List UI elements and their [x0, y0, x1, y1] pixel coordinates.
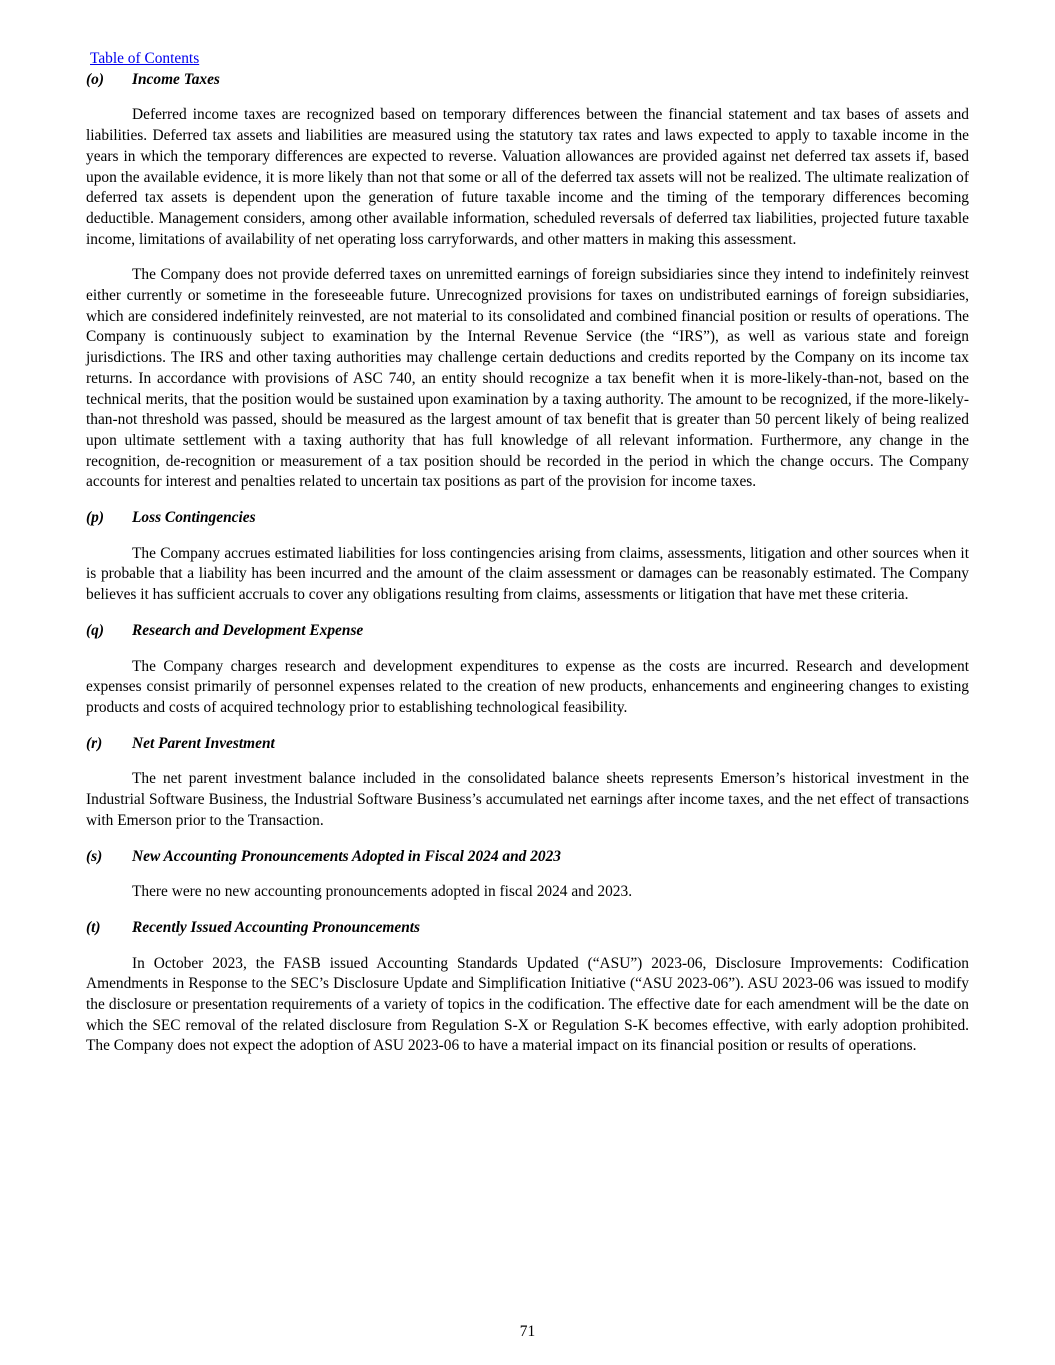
section-title: New Accounting Pronouncements Adopted in Fiscal 2024 and 2023	[132, 847, 561, 865]
section-label: (o)	[86, 70, 104, 88]
section-label: (q)	[86, 621, 104, 639]
section-heading	[86, 918, 969, 939]
section-heading	[86, 734, 969, 755]
section-heading	[86, 621, 969, 642]
section-title: Research and Development Expense	[132, 621, 364, 639]
body-paragraph: The Company charges research and development expenditures to expense as the costs are incurred. Research and development expenses consist primarily of personnel expenses related to the creation of new products, enhancements and engineering changes to existing products and costs of acquired technology prior to establishing technological feasibility.	[86, 657, 969, 716]
section-heading	[86, 847, 969, 868]
body-paragraph: The net parent investment balance included in the consolidated balance sheets represents Emerson’s historical investment in the Industrial Software Business, the Industrial Software Business’s accumulated net earnings after income taxes, and the net effect of transactions with Emerson prior to the Transaction.	[86, 770, 969, 829]
body-paragraph: The Company accrues estimated liabilities for loss contingencies arising from claims, assessments, litigation and other sources when it is probable that a liability has been incurred and the amount of the claim assessment or damages can be reasonably estimated. The Company believes it has sufficient accruals to cover any obligations resulting from claims, assessments or litigation that have met these criteria.	[86, 544, 969, 604]
body-paragraph: There were no new accounting pronouncements adopted in fiscal 2024 and 2023.	[132, 883, 633, 901]
body-paragraph: In October 2023, the FASB issued Accounting Standards Updated (“ASU”) 2023-06, Disclosure Improvements: Codification Amendments in Response to the SEC’s Disclosure Update and Simplification Initiative (“ASU 2023-06”). ASU 2023-06 was issued to modify the disclosure or presentation requirements of a variety of topics in the codification. The effective date for each amendment will be the date on which the SEC removal of the related disclosure from Regulation S-X or Regulation S-K becomes effective, with early adoption prohibited. The Company does not expect the adoption of ASU 2023-06 to have a material impact on its financial position or results of operations.	[86, 954, 969, 1055]
section-label: (t)	[86, 918, 101, 936]
body-paragraph: The Company does not provide deferred taxes on unremitted earnings of foreign subsidiaries since they intend to indefinitely reinvest either currently or sometime in the foreseeable future. Unrecognized provisions for taxes on undistributed earnings of foreign subsidiaries, which are considered indefinitely reinvested, are not material to its consolidated and combined financial position or results of operations. The Company is continuously subject to examination by the Internal Revenue Service (the “IRS”), as well as various state and foreign jurisdictions. The IRS and other taxing authorities may challenge certain deductions and credits reported by the Company on its income tax returns. In accordance with provisions of ASC 740, an entity should recognize a tax benefit when it is more-likely-than-not, based on the technical merits, that the position would be sustained upon examination by a taxing authority. The amount to be recognized, if the more-likely-than-not threshold was passed, should be measured as the largest amount of tax benefit that is greater than 50 percent likely of being realized upon ultimate settlement with a taxing authority that has full knowledge of all relevant information. Furthermore, any change in the recognition, de-recognition or measurement of a tax position should be recorded in the period in which the change occurs. The Company accounts for interest and penalties related to uncertain tax positions as part of the provision for income taxes.	[86, 266, 969, 491]
section-label: (r)	[86, 734, 103, 752]
sections	[86, 70, 969, 1057]
table-of-contents-link[interactable]: Table of Contents	[90, 50, 200, 67]
section-label: (s)	[86, 847, 103, 865]
section-label: (p)	[86, 509, 104, 527]
body-paragraph: Deferred income taxes are recognized based on temporary differences between the financial statement and tax bases of assets and liabilities. Deferred tax assets and liabilities are measured using the statutory tax rates and laws expected to apply to taxable income in the years in which the temporary differences are expected to reverse. Valuation allowances are provided against net deferred tax assets if, based upon the available evidence, it is more likely than not that some or all of the deferred tax assets will not be realized. The ultimate realization of deferred tax assets is dependent upon the generation of future taxable income and the timing of the temporary differences becoming deductible. Management considers, among other available information, scheduled reversals of deferred tax liabilities, projected future taxable income, limitations of availability of net operating loss carryforwards, and other matters in making this assessment.	[86, 106, 969, 248]
page-number: 71	[519, 1323, 536, 1340]
document-page	[86, 49, 969, 1072]
section-title: Recently Issued Accounting Pronouncements	[132, 918, 421, 936]
section-title: Loss Contingencies	[132, 509, 256, 527]
section-heading	[86, 70, 969, 91]
section-heading	[86, 508, 969, 529]
section-title: Income Taxes	[132, 70, 220, 88]
section-title: Net Parent Investment	[132, 734, 275, 752]
